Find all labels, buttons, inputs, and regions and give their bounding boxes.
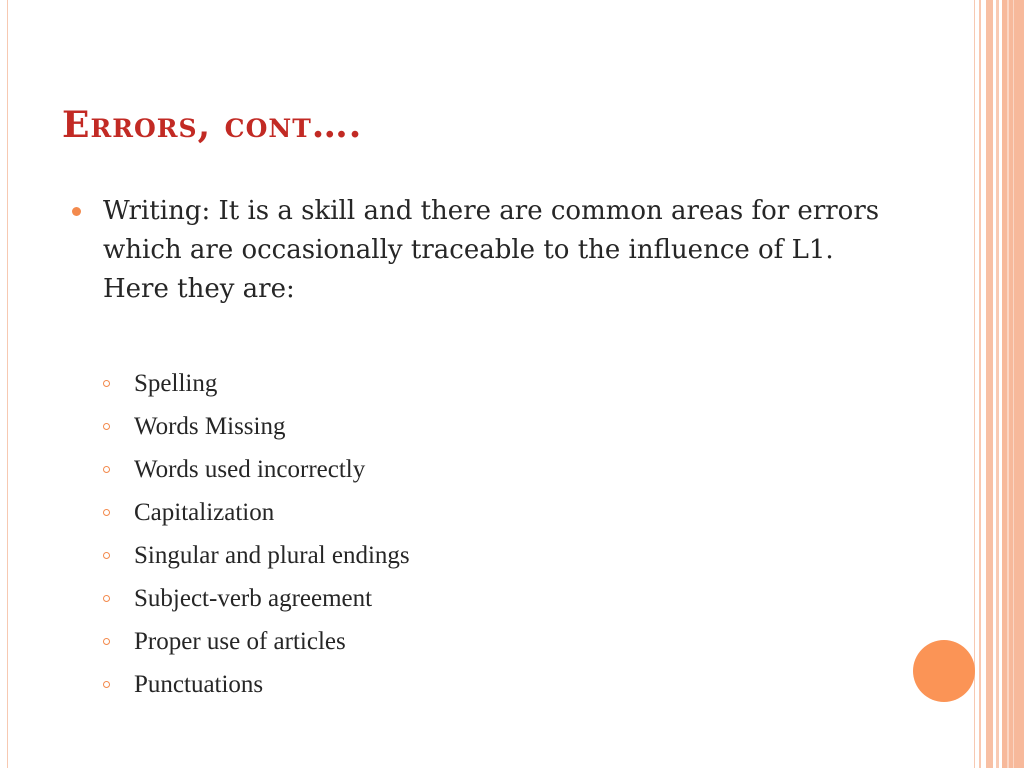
sub-bullet-label: Words used incorrectly: [134, 456, 366, 483]
decor-stripe: [1013, 0, 1014, 768]
ring-bullet-icon: [103, 595, 110, 602]
sub-bullet-label: Capitalization: [134, 499, 275, 526]
ring-bullet-icon: [103, 509, 110, 516]
sub-bullet-item: [103, 625, 410, 668]
sub-bullet-label: Words Missing: [134, 413, 286, 440]
ring-bullet-icon: [103, 423, 110, 430]
sub-bullet-item: [103, 539, 410, 582]
sub-bullet-label: Subject-verb agreement: [134, 585, 373, 612]
ring-bullet-icon: [103, 638, 110, 645]
sub-bullet-item: [103, 367, 410, 410]
sub-bullet-item: [103, 582, 410, 625]
main-bullet-text: Writing: It is a skill and there are common areas for errors which are occasionally traceable to the influence of L1. Here they are:: [103, 196, 880, 304]
sub-bullet-list: [103, 367, 410, 711]
sub-bullet-label: Singular and plural endings: [134, 542, 410, 569]
bullet-dot-icon: [72, 207, 81, 216]
ring-bullet-icon: [103, 681, 110, 688]
ring-bullet-icon: [103, 552, 110, 559]
sub-bullet-label: Proper use of articles: [134, 628, 346, 655]
sub-bullet-item: [103, 496, 410, 539]
orange-circle-icon: [913, 640, 975, 702]
decor-stripe: [986, 0, 993, 768]
sub-bullet-label: Spelling: [134, 370, 218, 397]
ring-bullet-icon: [103, 466, 110, 473]
decor-stripe: [996, 0, 999, 768]
decor-stripe: [979, 0, 981, 768]
main-bullet-item: [72, 192, 892, 309]
decor-stripe: [1007, 0, 1009, 768]
sub-bullet-item: [103, 410, 410, 453]
sub-bullet-item: [103, 668, 410, 711]
sub-bullet-label: Punctuations: [134, 671, 264, 698]
slide-title: Errors, cont….: [62, 104, 363, 146]
ring-bullet-icon: [103, 380, 110, 387]
sub-bullet-item: [103, 453, 410, 496]
